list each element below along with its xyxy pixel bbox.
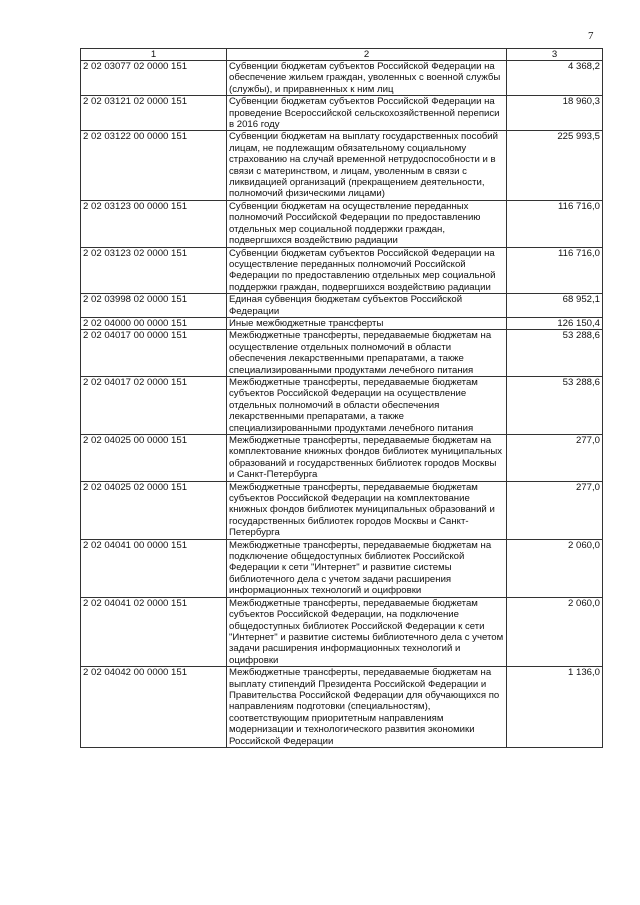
page-number: 7 [588,30,594,42]
budget-table [80,48,603,748]
budget-code-cell: 2 02 03123 00 0000 151 [81,200,227,247]
table-row [81,330,603,377]
description-cell: Субвенции бюджетам на выплату государственных пособий лицам, не подлежащим обязательному социальному страхованию на случай временной нетрудоспособности и в связи с материнством, и лицам, уволенным в связи с ликвидацией организаций (прекращением деятельности, полномочий физическими лицами) [227,131,507,200]
description-cell: Межбюджетные трансферты, передаваемые бюджетам на осуществление отдельных полномочий в области обеспечения лекарственными препаратами, а также специализированными продуктами лечебного питания [227,330,507,377]
table-row [81,435,603,482]
budget-code-cell: 2 02 03998 02 0000 151 [81,294,227,318]
amount-cell: 68 952,1 [507,294,603,318]
amount-cell: 53 288,6 [507,330,603,377]
amount-cell: 2 060,0 [507,539,603,597]
table-row [81,61,603,96]
table-row [81,317,603,329]
budget-code-cell: 2 02 03077 02 0000 151 [81,61,227,96]
table-header-row [81,49,603,61]
description-cell: Межбюджетные трансферты, передаваемые бюджетам на подключение общедоступных библиотек Российской Федерации к сети "Интернет" и развитие системы библиотечного дела с учетом задачи расширения информационных технологий и оцифровки [227,539,507,597]
amount-cell: 116 716,0 [507,200,603,247]
amount-cell: 18 960,3 [507,96,603,131]
description-cell: Межбюджетные трансферты, передаваемые бюджетам на комплектование книжных фондов библиотек муниципальных образований и государственных библиотек городов Москвы и Санкт-Петербурга [227,435,507,482]
amount-cell: 2 060,0 [507,597,603,666]
amount-cell: 116 716,0 [507,247,603,294]
description-cell: Субвенции бюджетам на осуществление переданных полномочий Российской Федерации по предоставлению отдельных мер социальной поддержки граждан, подвергшихся воздействию радиации [227,200,507,247]
budget-code-cell: 2 02 03123 02 0000 151 [81,247,227,294]
table-row [81,96,603,131]
description-cell: Межбюджетные трансферты, передаваемые бюджетам субъектов Российской Федерации на комплектование книжных фондов библиотек муниципальных образований и государственных библиотек городов Москвы и Санкт-Петербурга [227,481,507,539]
amount-cell: 277,0 [507,435,603,482]
table-row [81,376,603,434]
amount-cell: 225 993,5 [507,131,603,200]
description-cell: Субвенции бюджетам субъектов Российской Федерации на обеспечение жильем граждан, уволенных с военной службы (службы), и приравненных к ним лиц [227,61,507,96]
header-column-code: 1 [81,49,227,61]
budget-code-cell: 2 02 04017 00 0000 151 [81,330,227,377]
table-row [81,667,603,748]
amount-cell: 1 136,0 [507,667,603,748]
description-cell: Межбюджетные трансферты, передаваемые бюджетам на выплату стипендий Президента Российской Федерации и Правительства Российской Федерации для обучающихся по направлениям подготовки (специальностям), соответствующим приоритетным направлениям модернизации и технологического развития экономики Российской Федерации [227,667,507,748]
budget-code-cell: 2 02 04025 00 0000 151 [81,435,227,482]
description-cell: Иные межбюджетные трансферты [227,317,507,329]
table-row [81,131,603,200]
table-row [81,539,603,597]
budget-code-cell: 2 02 04041 00 0000 151 [81,539,227,597]
table-row [81,200,603,247]
description-cell: Единая субвенция бюджетам субъектов Российской Федерации [227,294,507,318]
amount-cell: 4 368,2 [507,61,603,96]
budget-code-cell: 2 02 04017 02 0000 151 [81,376,227,434]
table-row [81,481,603,539]
description-cell: Межбюджетные трансферты, передаваемые бюджетам субъектов Российской Федерации, на подключение общедоступных библиотек Российской Федерации к сети "Интернет" и развитие системы библиотечного дела с учетом задачи расширения информационных технологий и оцифровки [227,597,507,666]
table-row [81,294,603,318]
amount-cell: 126 150,4 [507,317,603,329]
table-row [81,247,603,294]
budget-code-cell: 2 02 03122 00 0000 151 [81,131,227,200]
header-column-description: 2 [227,49,507,61]
budget-code-cell: 2 02 04025 02 0000 151 [81,481,227,539]
budget-code-cell: 2 02 04000 00 0000 151 [81,317,227,329]
description-cell: Субвенции бюджетам субъектов Российской Федерации на осуществление переданных полномочий Российской Федерации по предоставлению отдельных мер социальной поддержки граждан, подвергшихся воздействию радиации [227,247,507,294]
budget-code-cell: 2 02 03121 02 0000 151 [81,96,227,131]
table-row [81,597,603,666]
description-cell: Субвенции бюджетам субъектов Российской Федерации на проведение Всероссийской сельскохозяйственной переписи в 2016 году [227,96,507,131]
amount-cell: 53 288,6 [507,376,603,434]
budget-code-cell: 2 02 04041 02 0000 151 [81,597,227,666]
budget-code-cell: 2 02 04042 00 0000 151 [81,667,227,748]
description-cell: Межбюджетные трансферты, передаваемые бюджетам субъектов Российской Федерации на осуществление отдельных полномочий в области обеспечения лекарственными препаратами, а также специализированными продуктами лечебного питания [227,376,507,434]
amount-cell: 277,0 [507,481,603,539]
header-column-amount: 3 [507,49,603,61]
